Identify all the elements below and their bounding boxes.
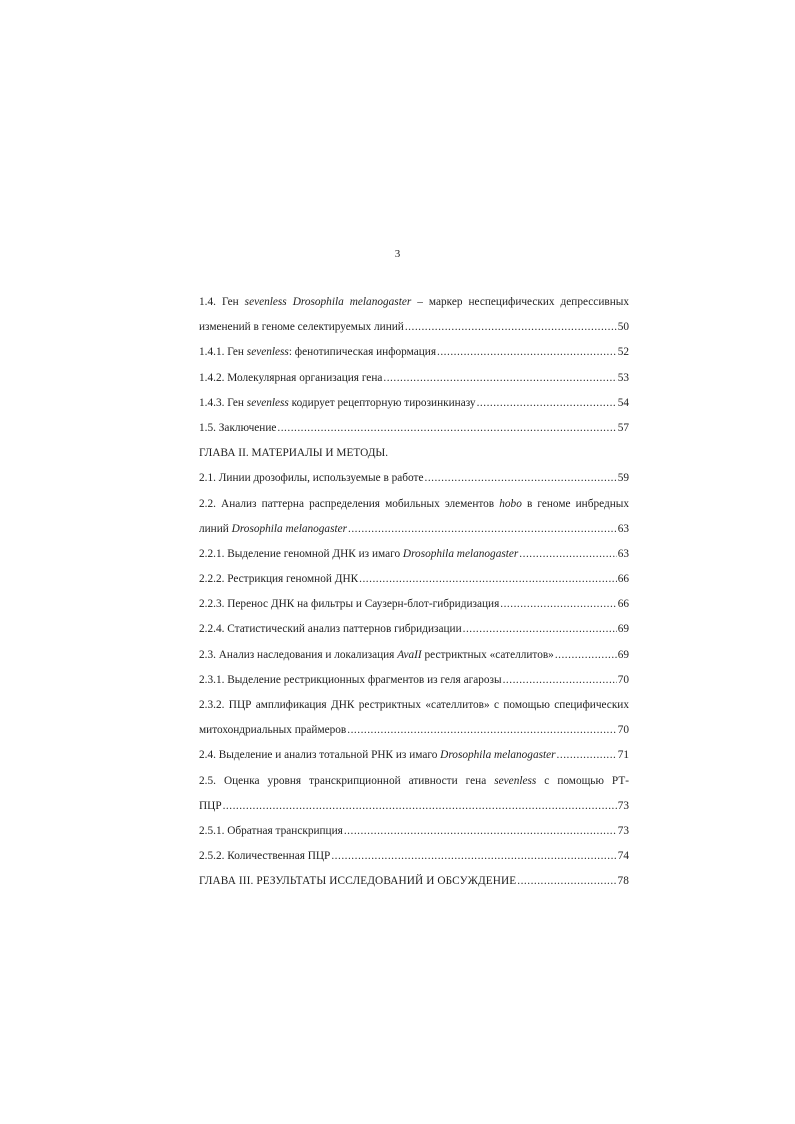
toc-page-number: 73 xyxy=(617,799,629,812)
italic-term: Drosophila melanogaster xyxy=(440,749,556,762)
toc-entry-title xyxy=(199,775,629,787)
toc-entry xyxy=(199,869,629,894)
toc-page-number: 53 xyxy=(617,371,629,384)
toc-entry xyxy=(199,592,629,617)
title-text: 2.3. Анализ наследования и локализация xyxy=(199,648,398,661)
toc-page-number: 73 xyxy=(617,824,629,837)
toc-entry xyxy=(199,492,629,517)
toc-entry-title xyxy=(199,643,554,668)
toc-page-number: 57 xyxy=(617,421,629,434)
toc-entry xyxy=(199,366,629,391)
toc-chapter-heading xyxy=(199,441,629,466)
table-of-contents xyxy=(199,290,629,895)
title-text: : фенотипическая информация xyxy=(288,346,437,359)
title-text: с помощью РТ- xyxy=(536,774,629,787)
toc-entry xyxy=(199,643,629,668)
toc-entry xyxy=(199,819,629,844)
toc-entry xyxy=(199,769,629,794)
italic-term: hobo xyxy=(499,497,522,510)
dot-leader xyxy=(425,466,617,491)
toc-entry-title xyxy=(199,567,358,592)
title-text: 1.4.2. Молекулярная организация гена xyxy=(199,371,383,384)
toc-page-number: 69 xyxy=(617,648,629,661)
dot-leader xyxy=(405,315,617,340)
dot-leader xyxy=(500,592,616,617)
title-text: 2.1. Линии дрозофилы, используемые в работе xyxy=(199,472,424,485)
dot-leader xyxy=(277,416,616,441)
toc-page-number: 63 xyxy=(617,547,629,560)
dot-leader xyxy=(348,517,617,542)
toc-entry xyxy=(199,844,629,869)
dot-leader xyxy=(344,819,617,844)
toc-page-number: 66 xyxy=(617,598,629,611)
italic-term: sevenless xyxy=(246,396,289,409)
toc-page-number: 74 xyxy=(617,850,629,863)
dot-leader xyxy=(359,567,617,592)
italic-term: AvaII xyxy=(397,648,422,661)
italic-term: sevenless xyxy=(246,346,289,359)
title-text: 2.3.2. ПЦР амплификация ДНК рестриктных «сателлитов» с помощью специфических xyxy=(199,699,629,711)
toc-entry-title xyxy=(199,718,346,743)
toc-entry-title xyxy=(199,517,347,542)
toc-entry-title xyxy=(199,794,222,819)
toc-page-number: 70 xyxy=(617,673,629,686)
toc-entry xyxy=(199,391,629,416)
dot-leader xyxy=(383,366,616,391)
toc-page-number: 70 xyxy=(617,724,629,737)
toc-entry-title xyxy=(199,391,476,416)
toc-entry-title xyxy=(199,743,556,768)
toc-page-number: 71 xyxy=(617,749,629,762)
toc-entry xyxy=(199,668,629,693)
dot-leader xyxy=(519,542,616,567)
toc-page-number: 50 xyxy=(617,321,629,334)
toc-entry-title xyxy=(199,441,388,466)
dot-leader xyxy=(223,794,617,819)
title-text: линий xyxy=(199,522,232,535)
toc-page-number: 78 xyxy=(617,875,629,888)
title-text: 1.5. Заключение xyxy=(199,421,277,434)
toc-entry-title xyxy=(199,617,462,642)
title-text: 2.2.3. Перенос ДНК на фильтры и Саузерн-блот-гибридизация xyxy=(199,598,500,611)
toc-entry-title xyxy=(199,315,404,340)
title-text: 2.5. Оценка уровня транскрипционной ативности гена xyxy=(199,774,495,787)
title-text: 2.5.2. Количественная ПЦР xyxy=(199,850,331,863)
toc-page-number: 54 xyxy=(617,396,629,409)
toc-entry xyxy=(199,517,629,542)
dot-leader xyxy=(463,617,617,642)
toc-entry xyxy=(199,542,629,567)
toc-entry-title xyxy=(199,340,436,365)
title-text: 2.3.1. Выделение рестрикционных фрагментов из геля агарозы xyxy=(199,673,502,686)
title-text: 2.2.1. Выделение геномной ДНК из имаго xyxy=(199,547,403,560)
italic-term: sevenless Drosophila melanogaster xyxy=(244,296,412,308)
toc-entry xyxy=(199,617,629,642)
title-text: кодирует рецепторную тирозинкиназу xyxy=(288,396,476,409)
title-text: ГЛАВА II. МАТЕРИАЛЫ И МЕТОДЫ. xyxy=(199,447,389,460)
toc-entry xyxy=(199,693,629,718)
toc-page-number: 63 xyxy=(617,522,629,535)
toc-entry-title xyxy=(199,869,516,894)
title-text: 2.2.2. Рестрикция геномной ДНК xyxy=(199,573,359,586)
toc-entry-title xyxy=(199,819,343,844)
toc-page-number: 52 xyxy=(617,346,629,359)
title-text: 2.4. Выделение и анализ тотальной РНК из имаго xyxy=(199,749,441,762)
title-text: 2.5.1. Обратная транскрипция xyxy=(199,824,343,837)
dot-leader xyxy=(503,668,617,693)
title-text: 2.2.4. Статистический анализ паттернов гибридизации xyxy=(199,623,462,636)
toc-entry xyxy=(199,794,629,819)
title-text: в геноме инбредных xyxy=(521,497,629,510)
title-text: ГЛАВА III. РЕЗУЛЬТАТЫ ИССЛЕДОВАНИЙ И ОБСУЖДЕНИЕ xyxy=(199,875,517,888)
title-text: 1.4.3. Ген xyxy=(199,396,247,409)
toc-entry-title xyxy=(199,699,629,711)
toc-entry-title xyxy=(199,296,629,308)
toc-page-number: 66 xyxy=(617,573,629,586)
title-text: изменений в геноме селектируемых линий xyxy=(199,321,404,334)
toc-entry xyxy=(199,466,629,491)
italic-term: Drosophila melanogaster xyxy=(402,547,519,560)
toc-entry xyxy=(199,743,629,768)
title-text: 1.4.1. Ген xyxy=(199,346,247,359)
dot-leader xyxy=(557,743,617,768)
dot-leader xyxy=(477,391,617,416)
dot-leader xyxy=(437,340,617,365)
dot-leader xyxy=(555,643,617,668)
title-text: рестриктных «сателлитов» xyxy=(421,648,554,661)
toc-entry-title xyxy=(199,844,330,869)
title-text: митохондриальных праймеров xyxy=(199,724,347,737)
toc-entry xyxy=(199,315,629,340)
toc-entry-title xyxy=(199,592,499,617)
toc-entry-title xyxy=(199,366,382,391)
dot-leader xyxy=(331,844,616,869)
italic-term: Drosophila melanogaster xyxy=(231,522,348,535)
toc-page-number: 69 xyxy=(617,623,629,636)
title-text: 2.2. Анализ паттерна распределения мобильных элементов xyxy=(199,497,500,510)
dot-leader xyxy=(347,718,616,743)
title-text: ПЦР xyxy=(199,799,222,812)
italic-term: sevenless xyxy=(494,774,537,787)
toc-entry xyxy=(199,290,629,315)
toc-entry xyxy=(199,340,629,365)
toc-entry-title xyxy=(199,668,502,693)
dot-leader xyxy=(517,869,616,894)
toc-entry xyxy=(199,416,629,441)
toc-entry xyxy=(199,718,629,743)
toc-page-number: 59 xyxy=(617,472,629,485)
page-number: 3 xyxy=(394,248,401,260)
title-text: – маркер неспецифических депрессивных xyxy=(411,296,629,308)
toc-entry-title xyxy=(199,542,518,567)
toc-entry-title xyxy=(199,416,276,441)
toc-entry-title xyxy=(199,498,629,510)
title-text: 1.4. Ген xyxy=(199,296,245,308)
toc-entry xyxy=(199,567,629,592)
toc-entry-title xyxy=(199,466,424,491)
